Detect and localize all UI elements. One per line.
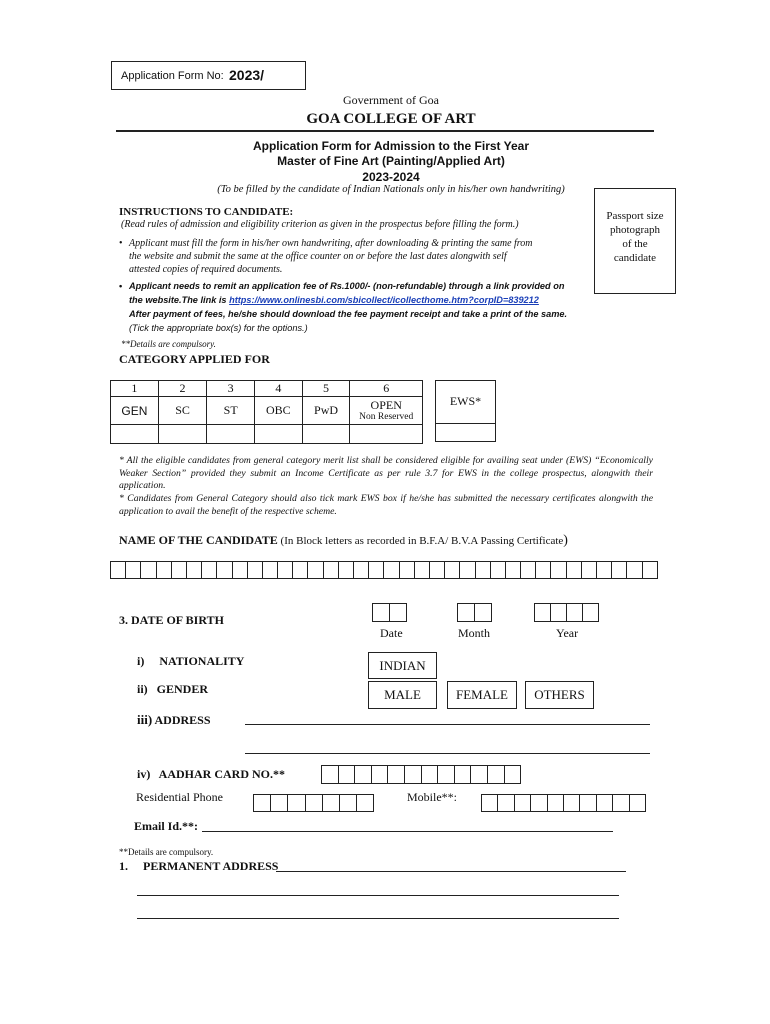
instruction-bullet-2 (119, 279, 594, 335)
category-open (350, 397, 423, 425)
dob-month-digit-box[interactable] (474, 603, 492, 622)
nationality-indian-box[interactable]: INDIAN (368, 652, 437, 679)
aadhar-digit-box[interactable] (421, 765, 439, 784)
name-char-box[interactable] (414, 561, 430, 579)
category-open-label: OPEN (370, 397, 402, 412)
address-label-number: iii) (137, 712, 153, 727)
address-label (137, 712, 211, 728)
checkbox-sc[interactable] (158, 425, 207, 444)
aadhar-digit-box[interactable] (321, 765, 339, 784)
name-char-box[interactable] (368, 561, 384, 579)
mobile-digit-box[interactable] (497, 794, 514, 812)
name-char-box[interactable] (292, 561, 308, 579)
name-char-box[interactable] (262, 561, 278, 579)
name-char-box[interactable] (429, 561, 445, 579)
instructions-heading: INSTRUCTIONS TO CANDIDATE: (119, 206, 294, 218)
passport-line-4: candidate (613, 252, 657, 264)
gender-female-box[interactable]: FEMALE (447, 681, 517, 709)
candidate-name-boxes (110, 561, 658, 579)
name-char-box[interactable] (566, 561, 582, 579)
category-heading: CATEGORY APPLIED FOR (119, 352, 270, 366)
name-char-box[interactable] (611, 561, 627, 579)
bullet2-line3: After payment of fees, he/she should download the fee payment receipt and take a print of the same. (129, 309, 568, 319)
checkbox-gen[interactable] (111, 425, 159, 444)
footer-compulsory-note: **Details are compulsory. (119, 847, 214, 857)
passport-photo-box (594, 188, 676, 294)
name-char-box[interactable] (383, 561, 399, 579)
gender-male-box[interactable]: MALE (368, 681, 437, 709)
category-obc: OBC (254, 397, 302, 425)
nationality-label: i) NATIONALITY (137, 654, 245, 668)
email-line[interactable] (202, 831, 613, 832)
checkbox-st[interactable] (207, 425, 255, 444)
mobile-digit-box[interactable] (612, 794, 629, 812)
mobile-digit-box[interactable] (596, 794, 613, 812)
name-char-box[interactable] (338, 561, 354, 579)
dob-year-digit-box[interactable] (566, 603, 583, 622)
name-char-box[interactable] (110, 561, 126, 579)
name-char-box[interactable] (353, 561, 369, 579)
aadhar-digit-box[interactable] (487, 765, 505, 784)
ews-note-2: * Candidates from General Category should also tick mark EWS box if he/she has submitted the necessary certificates alongwith the application to avail the benefit of the respective scheme. (119, 493, 653, 517)
dob-date-boxes (372, 603, 407, 622)
mobile-digit-box[interactable] (481, 794, 498, 812)
ews-box (435, 380, 496, 442)
fill-note: (To be filled by the candidate of Indian Nationals only in his/her own handwriting) (217, 184, 565, 195)
category-number-6: 6 (350, 381, 423, 397)
category-number-2: 2 (158, 381, 207, 397)
mobile-digit-box[interactable] (547, 794, 564, 812)
category-number-5: 5 (302, 381, 350, 397)
bullet2-line4: (Tick the appropriate box(s) for the options.) (129, 323, 308, 333)
category-sc: SC (158, 397, 207, 425)
name-char-box[interactable] (520, 561, 536, 579)
residential-phone-boxes (253, 794, 374, 812)
dob-month-digit-box[interactable] (457, 603, 475, 622)
name-char-box[interactable] (186, 561, 202, 579)
fee-payment-link[interactable]: https://www.onlinesbi.com/sbicollect/icollecthome.htm?corpID=839212 (229, 295, 539, 305)
candidate-name-label-rest: (In Block letters as recorded in B.F.A/ B.V.A Passing Certificate (277, 535, 564, 547)
header-divider (116, 130, 654, 132)
aadhar-digit-box[interactable] (387, 765, 405, 784)
dob-month-caption: Month (458, 626, 491, 640)
category-number-1: 1 (111, 381, 159, 397)
name-char-box[interactable] (444, 561, 460, 579)
bullet2-line1: • Applicant needs to remit an application fee of Rs.1000/- (non-refundable) through a link provided on (129, 281, 565, 291)
name-char-box[interactable] (277, 561, 293, 579)
name-char-box[interactable] (459, 561, 475, 579)
permanent-address-line-2[interactable] (137, 895, 619, 896)
passport-line-1: Passport size (606, 210, 664, 222)
candidate-name-label-paren: ) (563, 533, 568, 548)
application-number-value: 2023/ (229, 67, 265, 83)
residential-phone-digit-box[interactable] (339, 794, 357, 812)
name-char-box[interactable] (581, 561, 597, 579)
bullet1-line1: • Applicant must fill the form in his/her own handwriting, after downloading & printing the same from (129, 238, 533, 249)
residential-phone-label: Residential Phone (136, 790, 223, 804)
name-char-box[interactable] (171, 561, 187, 579)
category-open-sub: Non Reserved (359, 411, 414, 422)
email-label: Email Id.**: (134, 819, 199, 833)
mobile-digit-box[interactable] (530, 794, 547, 812)
name-char-box[interactable] (140, 561, 156, 579)
name-char-box[interactable] (247, 561, 263, 579)
aadhar-digit-box[interactable] (404, 765, 422, 784)
residential-phone-digit-box[interactable] (253, 794, 271, 812)
government-text: Government of Goa (343, 93, 439, 107)
name-char-box[interactable] (399, 561, 415, 579)
bullet1-line2: the website and submit the same at the office counter on or before the last dates alongwith self (129, 251, 507, 262)
permanent-address-line-3[interactable] (137, 918, 619, 919)
category-gen: GEN (111, 397, 159, 425)
mobile-digit-box[interactable] (514, 794, 531, 812)
compulsory-note: **Details are compulsory. (121, 339, 216, 349)
name-char-box[interactable] (475, 561, 491, 579)
name-char-box[interactable] (490, 561, 506, 579)
form-title: Application Form for Admission to the First Year (252, 139, 530, 153)
gender-others-box[interactable]: OTHERS (525, 681, 594, 709)
mobile-label: Mobile**: (407, 790, 457, 804)
aadhar-digit-box[interactable] (371, 765, 389, 784)
dob-label: 3. DATE OF BIRTH (119, 613, 224, 627)
dob-date-digit-box[interactable] (372, 603, 390, 622)
dob-year-digit-box[interactable] (550, 603, 567, 622)
residential-phone-digit-box[interactable] (270, 794, 288, 812)
name-char-box[interactable] (232, 561, 248, 579)
passport-line-2: photograph (609, 224, 661, 236)
checkbox-ews[interactable] (436, 424, 495, 442)
aadhar-digit-box[interactable] (338, 765, 356, 784)
dob-year-digit-box[interactable] (582, 603, 599, 622)
category-table (110, 380, 423, 444)
candidate-name-label (119, 533, 568, 549)
aadhar-boxes (321, 765, 521, 784)
dob-month-boxes (457, 603, 492, 622)
checkbox-obc[interactable] (254, 425, 302, 444)
academic-year: 2023-2024 (362, 170, 420, 184)
dob-year-digit-box[interactable] (534, 603, 551, 622)
aadhar-digit-box[interactable] (470, 765, 488, 784)
bullet2-line2 (129, 293, 594, 307)
read-rules-note: (Read rules of admission and eligibility criterion as given in the prospectus before filling the form.) (121, 219, 519, 230)
name-char-box[interactable] (596, 561, 612, 579)
dob-date-caption: Date (380, 626, 403, 640)
dob-year-caption: Year (556, 626, 579, 640)
passport-line-3: of the (622, 238, 648, 250)
gender-label: ii) GENDER (137, 682, 209, 696)
category-number-4: 4 (254, 381, 302, 397)
address-line-2[interactable] (245, 753, 650, 754)
checkbox-open[interactable] (350, 425, 423, 444)
name-char-box[interactable] (550, 561, 566, 579)
permanent-address-label: 1. PERMANENT ADDRESS (119, 859, 279, 873)
instruction-bullet-1 (119, 237, 589, 276)
checkbox-pwd[interactable] (302, 425, 350, 444)
category-number-3: 3 (207, 381, 255, 397)
aadhar-digit-box[interactable] (504, 765, 522, 784)
residential-phone-digit-box[interactable] (305, 794, 323, 812)
ews-label: EWS* (449, 394, 482, 408)
dob-year-boxes (534, 603, 599, 622)
address-line-1[interactable] (245, 724, 650, 725)
address-label-text: ADDRESS (152, 713, 211, 727)
category-pwd: PwD (302, 397, 350, 425)
permanent-address-line-1[interactable] (276, 871, 626, 872)
bullet1-line3: attested copies of required documents. (129, 264, 283, 275)
college-name: GOA COLLEGE OF ART (306, 111, 476, 127)
candidate-name-label-bold: NAME OF THE CANDIDATE (119, 533, 278, 547)
dob-date-digit-box[interactable] (389, 603, 407, 622)
mobile-digit-box[interactable] (579, 794, 596, 812)
name-char-box[interactable] (323, 561, 339, 579)
name-char-box[interactable] (626, 561, 642, 579)
name-char-box[interactable] (535, 561, 551, 579)
application-number-box (111, 61, 306, 90)
name-char-box[interactable] (307, 561, 323, 579)
category-st: ST (207, 397, 255, 425)
name-char-box[interactable] (156, 561, 172, 579)
name-char-box[interactable] (642, 561, 658, 579)
aadhar-digit-box[interactable] (437, 765, 455, 784)
programme-title: Master of Fine Art (Painting/Applied Art) (277, 154, 505, 168)
name-char-box[interactable] (216, 561, 232, 579)
name-char-box[interactable] (201, 561, 217, 579)
bullet2-line2-prefix: the website.The link is (129, 295, 230, 305)
mobile-boxes (481, 794, 646, 812)
aadhar-digit-box[interactable] (454, 765, 472, 784)
residential-phone-digit-box[interactable] (322, 794, 340, 812)
mobile-digit-box[interactable] (629, 794, 646, 812)
name-char-box[interactable] (125, 561, 141, 579)
application-number-label: Application Form No: (121, 70, 224, 82)
mobile-digit-box[interactable] (563, 794, 580, 812)
ews-note-1: * All the eligible candidates from general category merit list shall be considered eligible for availing seat under (EWS) “Economically Weaker Section” provided they submit an Income Certificate as per rule 3.7 for EWS in the college prospectus, alongwith their application. (119, 455, 653, 491)
aadhar-label: iv) AADHAR CARD NO.** (137, 767, 285, 781)
residential-phone-digit-box[interactable] (356, 794, 374, 812)
aadhar-digit-box[interactable] (354, 765, 372, 784)
residential-phone-digit-box[interactable] (287, 794, 305, 812)
name-char-box[interactable] (505, 561, 521, 579)
